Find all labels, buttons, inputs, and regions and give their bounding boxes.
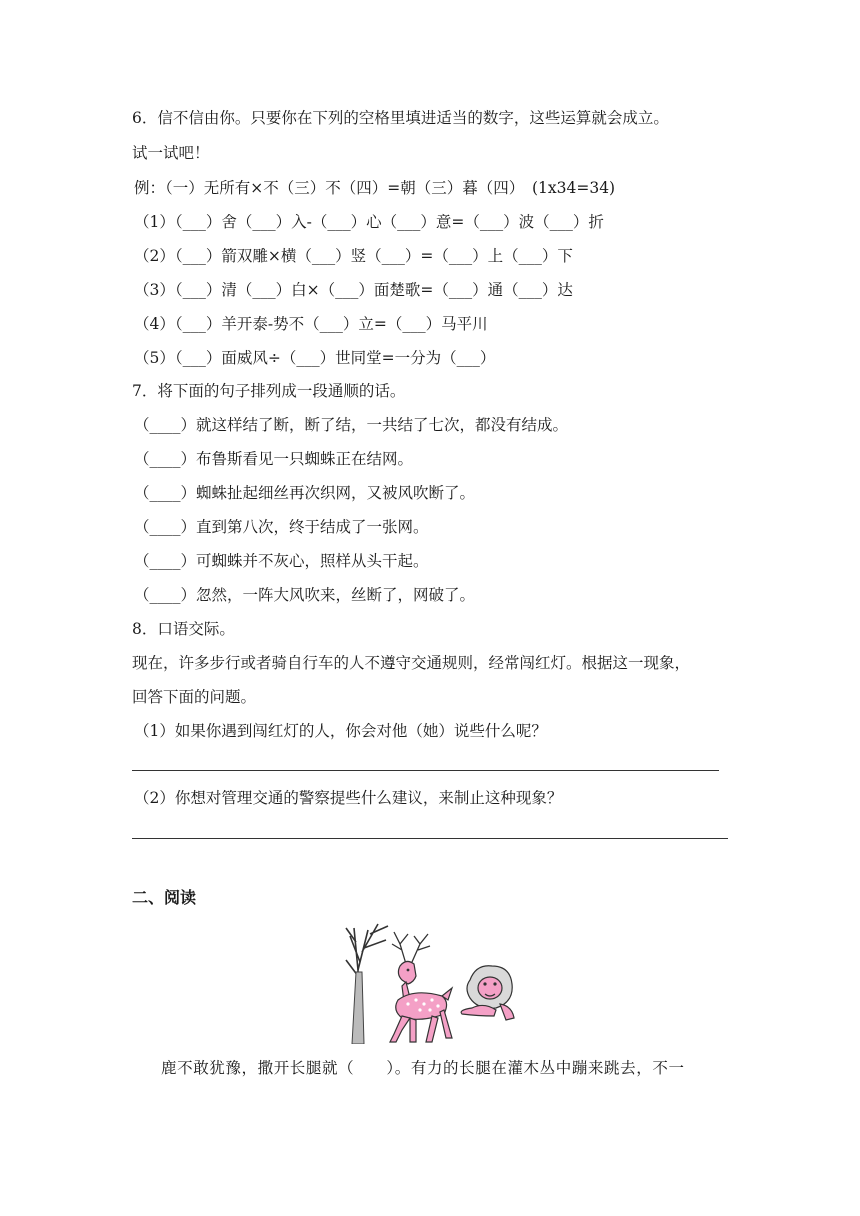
question-8-paragraph-cont: 回答下面的问题。 xyxy=(132,688,257,706)
question-7-item: （____）直到第八次，终于结成了一张网。 xyxy=(134,518,429,536)
question-6-item: （4）（___）羊开泰-势不（___）立=（___）马平川 xyxy=(134,315,488,333)
question-6-example: 例：（一）无所有×不（三）不（四）=朝（三）暮（四） (1x34=34) xyxy=(134,179,616,197)
question-6-item: （5）（___）面威风÷（___）世同堂=一分为（___） xyxy=(134,349,496,367)
question-7-item: （____）可蜘蛛并不灰心，照样从头干起。 xyxy=(134,552,429,570)
answer-line[interactable] xyxy=(132,770,719,771)
reading-passage-line: 鹿不敢犹豫，撒开长腿就（ ）。有力的长腿在灌木丛中蹦来跳去，不一 xyxy=(161,1059,685,1077)
question-6-item: （3）（___）清（___）白×（___）面楚歌=（___）通（___）达 xyxy=(134,281,573,299)
question-7-item: （____）忽然，一阵大风吹来，丝断了，网破了。 xyxy=(134,586,476,604)
answer-line[interactable] xyxy=(132,838,728,839)
question-7-title: 7．将下面的句子排列成一段通顺的话。 xyxy=(132,382,406,400)
question-8-sub-question: （1）如果你遇到闯红灯的人，你会对他（她）说些什么呢？ xyxy=(134,722,547,740)
question-8-title: 8．口语交际。 xyxy=(132,620,235,638)
question-8-paragraph: 现在，许多步行或者骑自行车的人不遵守交通规则，经常闯红灯。根据这一现象， xyxy=(132,654,691,672)
question-6-item: （2）（___）箭双雕×横（___）竖（___）=（___）上（___）下 xyxy=(134,247,573,265)
question-7-item: （____）布鲁斯看见一只蜘蛛正在结网。 xyxy=(134,450,414,468)
question-8-sub-question: （2）你想对管理交通的警察提些什么建议，来制止这种现象？ xyxy=(134,789,563,807)
question-6-item: （1）（___）舍（___）入-（___）心（___）意=（___）波（___）折 xyxy=(134,213,604,231)
question-6-title-cont: 试一试吧！ xyxy=(132,144,210,162)
question-6-title: 6．信不信由你。只要你在下列的空格里填进适当的数字，这些运算就会成立。 xyxy=(132,109,669,127)
question-7-item: （____）蜘蛛扯起细丝再次织网，又被风吹断了。 xyxy=(134,484,476,502)
deer-and-lion-illustration xyxy=(344,922,516,1044)
section-heading: 二、阅读 xyxy=(132,888,197,907)
question-7-item: （____）就这样结了断，断了结，一共结了七次，都没有结成。 xyxy=(134,416,569,434)
